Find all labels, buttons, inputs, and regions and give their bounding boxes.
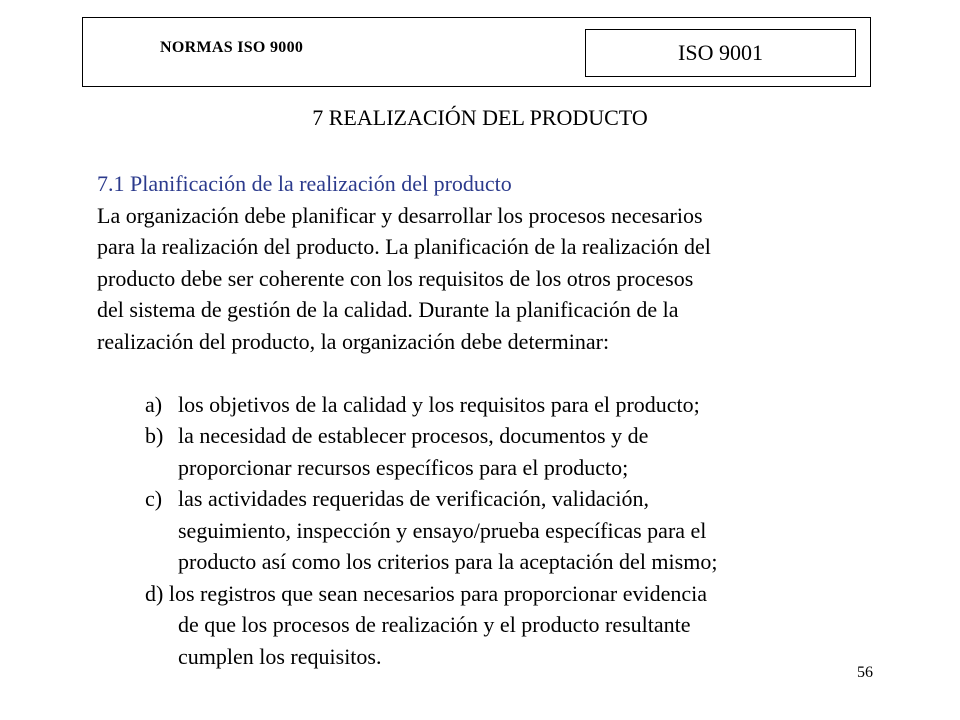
paragraph-spacer bbox=[97, 357, 877, 389]
list-marker-a: a) bbox=[145, 391, 163, 417]
list-item-c bbox=[145, 483, 877, 515]
paragraph-line: La organización debe planificar y desarrollar los procesos necesarios bbox=[97, 202, 703, 228]
paragraph-line: producto debe ser coherente con los requisitos de los otros procesos bbox=[97, 265, 694, 291]
list-item-d-continuation: cumplen los requisitos. bbox=[178, 643, 382, 669]
list-item-d-continuation: de que los procesos de realización y el producto resultante bbox=[178, 612, 691, 637]
header-iso-box bbox=[585, 29, 856, 77]
list-item-c-text: las actividades requeridas de verificación, validación, bbox=[178, 486, 649, 511]
list-item-a-text: los objetivos de la calidad y los requisitos para el producto; bbox=[178, 391, 700, 417]
list-marker-b: b) bbox=[145, 423, 164, 448]
list-item-b bbox=[145, 420, 877, 452]
page-number: 56 bbox=[857, 664, 873, 681]
header-normas-label: NORMAS ISO 9000 bbox=[160, 39, 304, 56]
paragraph-line: del sistema de gestión de la calidad. Durante la planificación de la bbox=[97, 297, 679, 322]
paragraph-line: realización del producto, la organización debe determinar: bbox=[97, 328, 610, 354]
list-item-c-continuation: producto así como los criterios para la aceptación del mismo; bbox=[178, 549, 718, 574]
section-title: 7 REALIZACIÓN DEL PRODUCTO bbox=[312, 105, 648, 130]
requirements-list bbox=[145, 389, 877, 673]
paragraph-line: para la realización del producto. La planificación de la realización del bbox=[97, 234, 711, 259]
list-item-d bbox=[145, 578, 877, 610]
list-marker-c: c) bbox=[145, 486, 163, 511]
list-item-c-continuation: seguimiento, inspección y ensayo/prueba específicas para el bbox=[178, 517, 707, 543]
header-iso-label: ISO 9001 bbox=[678, 40, 763, 65]
list-item-b-continuation: proporcionar recursos específicos para el producto; bbox=[178, 454, 629, 480]
subsection-heading: 7.1 Planificación de la realización del producto bbox=[97, 171, 512, 196]
main-content bbox=[97, 168, 877, 672]
list-item-d-text: los registros que sean necesarios para proporcionar evidencia bbox=[168, 580, 708, 606]
list-item-a bbox=[145, 389, 877, 421]
list-item-b-text: la necesidad de establecer procesos, documentos y de bbox=[178, 423, 649, 448]
list-marker-d: d) bbox=[145, 580, 164, 606]
